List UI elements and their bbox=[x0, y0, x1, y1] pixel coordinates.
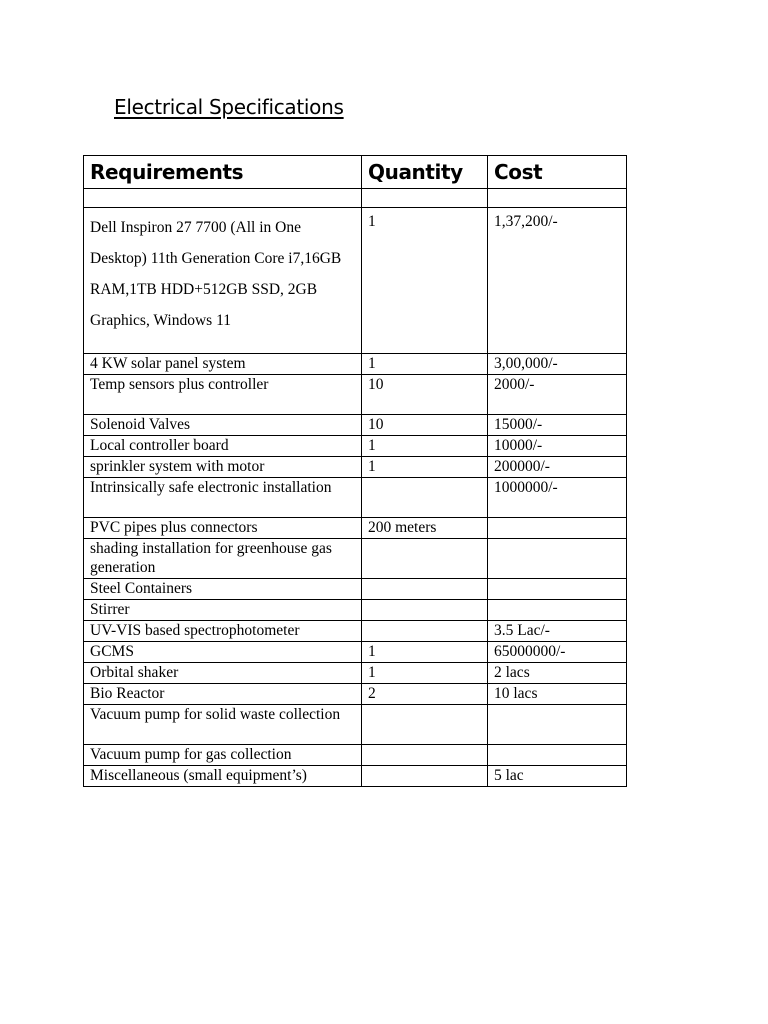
cost-cell: 200000/- bbox=[488, 457, 627, 478]
cost-cell bbox=[488, 745, 627, 766]
cost-cell: 2 lacs bbox=[488, 663, 627, 684]
requirement-cell: sprinkler system with motor bbox=[84, 457, 362, 478]
header-quantity: Quantity bbox=[362, 156, 488, 189]
requirement-cell: Temp sensors plus controller bbox=[84, 375, 362, 415]
table-row bbox=[84, 478, 627, 518]
cost-cell: 3.5 Lac/- bbox=[488, 621, 627, 642]
requirement-cell: Bio Reactor bbox=[84, 684, 362, 705]
quantity-cell: 1 bbox=[362, 663, 488, 684]
cost-cell: 3,00,000/- bbox=[488, 354, 627, 375]
quantity-cell: 1 bbox=[362, 457, 488, 478]
cost-cell bbox=[488, 539, 627, 579]
empty-cell bbox=[488, 189, 627, 208]
table-row bbox=[84, 518, 627, 539]
table-row bbox=[84, 642, 627, 663]
quantity-cell: 1 bbox=[362, 208, 488, 354]
quantity-cell: 200 meters bbox=[362, 518, 488, 539]
requirement-cell: Local controller board bbox=[84, 436, 362, 457]
empty-cell bbox=[362, 189, 488, 208]
empty-row bbox=[84, 189, 627, 208]
requirement-cell: UV-VIS based spectrophotometer bbox=[84, 621, 362, 642]
table-row bbox=[84, 684, 627, 705]
quantity-cell: 2 bbox=[362, 684, 488, 705]
requirement-cell: Steel Containers bbox=[84, 579, 362, 600]
requirement-cell: GCMS bbox=[84, 642, 362, 663]
quantity-cell bbox=[362, 745, 488, 766]
table-row bbox=[84, 705, 627, 745]
quantity-cell bbox=[362, 579, 488, 600]
header-requirements: Requirements bbox=[84, 156, 362, 189]
table-row bbox=[84, 600, 627, 621]
table-row bbox=[84, 457, 627, 478]
quantity-cell bbox=[362, 600, 488, 621]
requirement-cell: Orbital shaker bbox=[84, 663, 362, 684]
quantity-cell bbox=[362, 705, 488, 745]
table-row bbox=[84, 663, 627, 684]
table-row bbox=[84, 354, 627, 375]
table-row bbox=[84, 436, 627, 457]
requirement-cell: 4 KW solar panel system bbox=[84, 354, 362, 375]
quantity-cell: 10 bbox=[362, 415, 488, 436]
table-row bbox=[84, 745, 627, 766]
table-row bbox=[84, 208, 627, 354]
quantity-cell bbox=[362, 621, 488, 642]
quantity-cell: 1 bbox=[362, 354, 488, 375]
quantity-cell: 1 bbox=[362, 436, 488, 457]
requirement-cell: Intrinsically safe electronic installation bbox=[84, 478, 362, 518]
cost-cell: 1000000/- bbox=[488, 478, 627, 518]
requirement-cell: PVC pipes plus connectors bbox=[84, 518, 362, 539]
cost-cell: 10 lacs bbox=[488, 684, 627, 705]
requirement-cell: Vacuum pump for solid waste collection bbox=[84, 705, 362, 745]
requirement-cell: Solenoid Valves bbox=[84, 415, 362, 436]
cost-cell bbox=[488, 518, 627, 539]
quantity-cell bbox=[362, 539, 488, 579]
quantity-cell: 1 bbox=[362, 642, 488, 663]
table-row bbox=[84, 579, 627, 600]
table-row bbox=[84, 539, 627, 579]
page-title: Electrical Specifications bbox=[114, 95, 344, 119]
requirement-cell: Vacuum pump for gas collection bbox=[84, 745, 362, 766]
table-row bbox=[84, 375, 627, 415]
cost-cell: 2000/- bbox=[488, 375, 627, 415]
quantity-cell: 10 bbox=[362, 375, 488, 415]
table-row bbox=[84, 415, 627, 436]
requirement-cell: Miscellaneous (small equipment’s) bbox=[84, 766, 362, 787]
cost-cell: 5 lac bbox=[488, 766, 627, 787]
specifications-table bbox=[83, 155, 627, 787]
requirement-cell: Stirrer bbox=[84, 600, 362, 621]
cost-cell bbox=[488, 600, 627, 621]
cost-cell: 15000/- bbox=[488, 415, 627, 436]
quantity-cell bbox=[362, 766, 488, 787]
table-row bbox=[84, 766, 627, 787]
requirement-cell: Dell Inspiron 27 7700 (All in One Desktop) 11th Generation Core i7,16GB RAM,1TB HDD+512GB SSD, 2GB Graphics, Windows 11 bbox=[84, 208, 362, 354]
table-row bbox=[84, 621, 627, 642]
header-cost: Cost bbox=[488, 156, 627, 189]
empty-cell bbox=[84, 189, 362, 208]
header-row bbox=[84, 156, 627, 189]
cost-cell bbox=[488, 705, 627, 745]
quantity-cell bbox=[362, 478, 488, 518]
cost-cell: 10000/- bbox=[488, 436, 627, 457]
requirement-cell: shading installation for greenhouse gas generation bbox=[84, 539, 362, 579]
cost-cell: 1,37,200/- bbox=[488, 208, 627, 354]
cost-cell bbox=[488, 579, 627, 600]
cost-cell: 65000000/- bbox=[488, 642, 627, 663]
